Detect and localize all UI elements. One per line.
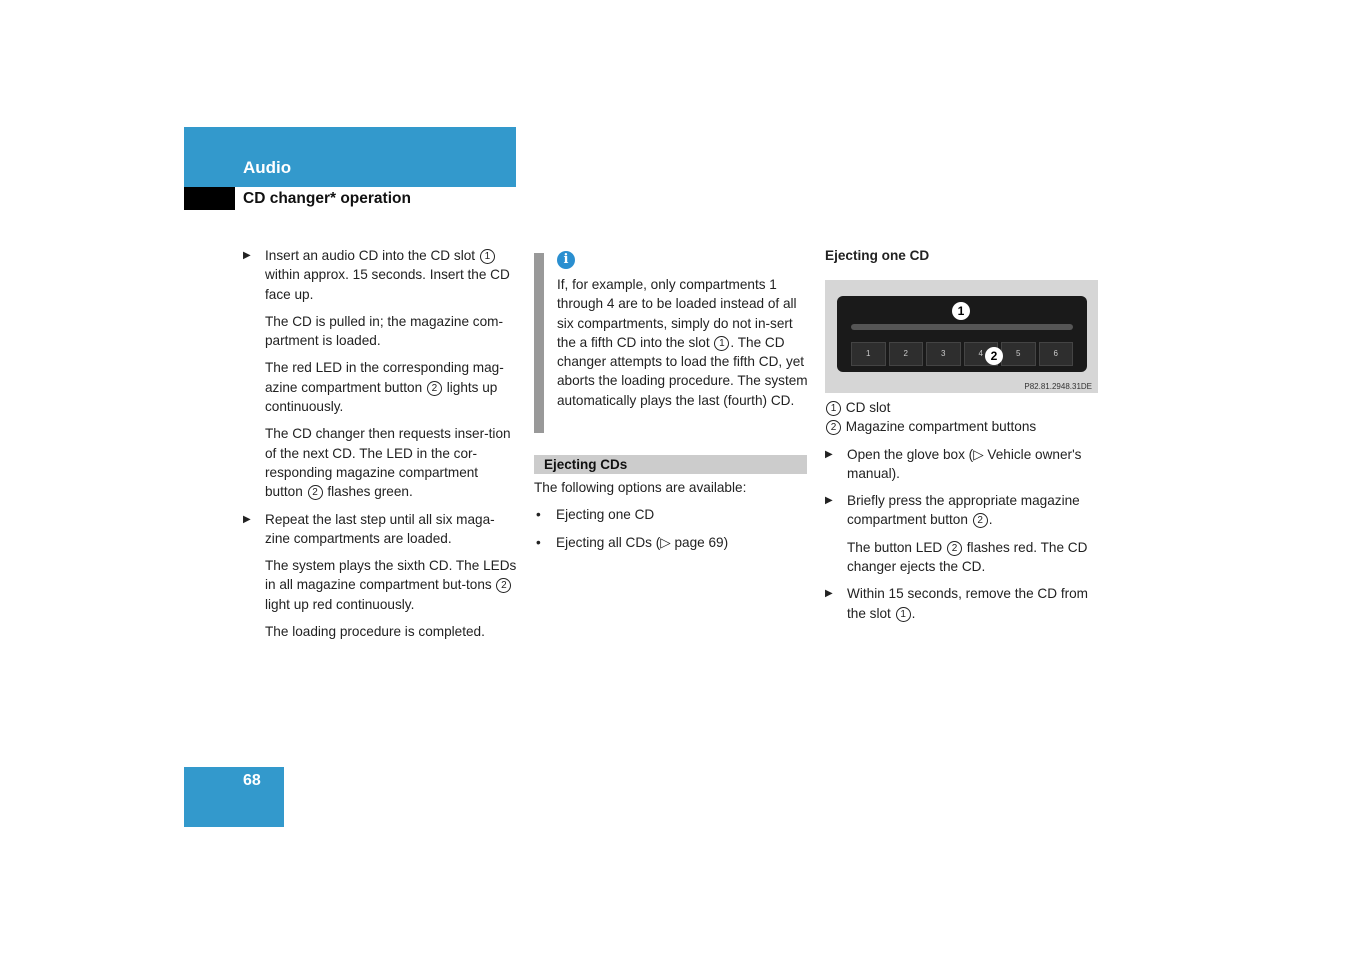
- page-title: Audio: [243, 158, 292, 177]
- cd-changer-figure: [825, 280, 1098, 393]
- arrow-icon: ▶: [243, 250, 251, 261]
- page-subtitle: CD changer* operation: [243, 190, 411, 207]
- callout-1-icon: 1: [826, 401, 841, 416]
- cd-slot: [851, 324, 1073, 330]
- legend-item: 2 Magazine compartment buttons: [825, 417, 1100, 436]
- figure-code: P82.81.2948.31DE: [1024, 382, 1092, 391]
- compartment-button: 1: [851, 342, 886, 366]
- list-item: • Ejecting one CD: [534, 505, 809, 524]
- callout-1-icon: 1: [896, 607, 911, 622]
- column-2: [534, 478, 809, 560]
- figure-callout-1: 1: [952, 302, 970, 320]
- column-3: [825, 398, 1100, 631]
- step-insert-cd: ▶ Insert an audio CD into the CD slot 1 within approx. 15 seconds. Insert the CD face up.: [243, 248, 510, 302]
- info-bar: [534, 253, 544, 433]
- compartment-buttons: [851, 342, 1073, 366]
- compartment-button: 5: [1001, 342, 1036, 366]
- compartment-button: 3: [926, 342, 961, 366]
- legend-item: 1 CD slot: [825, 398, 1100, 417]
- paragraph: The loading procedure is completed.: [265, 624, 485, 640]
- figure-callout-2: 2: [985, 347, 1003, 365]
- callout-2-icon: 2: [496, 578, 511, 593]
- sub-heading: Ejecting one CD: [825, 248, 930, 263]
- paragraph: The button LED 2 flashes red. The CD changer ejects the CD.: [847, 539, 1088, 575]
- arrow-icon: ▶: [243, 513, 251, 525]
- compartment-button: 2: [889, 342, 924, 366]
- compartment-button: 4: [964, 342, 999, 366]
- step-remove-cd: ▶ Within 15 seconds, remove the CD from the slot 1 .: [825, 586, 1089, 621]
- paragraph: The CD is pulled in; the magazine com-partment is loaded.: [265, 313, 503, 349]
- section-marker: [184, 187, 235, 210]
- callout-2-icon: 2: [308, 485, 323, 500]
- paragraph: The system plays the sixth CD. The LEDs in all magazine compartment but-tons 2 light up red continuously.: [265, 558, 517, 612]
- callout-1-icon: 1: [480, 249, 495, 264]
- paragraph: The red LED in the corresponding mag-azine compartment button 2 lights up continuously.: [265, 360, 504, 415]
- page-number-box: [184, 767, 284, 827]
- page-number: 68: [243, 772, 261, 789]
- step-repeat: ▶ Repeat the last step until all six maga-zine compartments are loaded.: [243, 511, 495, 546]
- bullet-icon: •: [536, 534, 541, 550]
- paragraph: The CD changer then requests inser-tion of the next CD. The LED in the cor-responding magazine compartment button 2 flashes green.: [265, 426, 511, 500]
- arrow-icon: ▶: [825, 448, 833, 460]
- info-note: If, for example, only compartments 1 through 4 are to be loaded instead of all six compartments, simply do not in-sert the a fifth CD into the slot 1 . The CD changer attempts to load the fifth CD, yet aborts the loading procedure. The system automatically plays the last (fourth) CD.: [557, 277, 808, 408]
- arrow-icon: ▶: [825, 588, 833, 600]
- callout-1-icon: 1: [714, 336, 729, 351]
- section-title: Ejecting CDs: [544, 457, 628, 472]
- paragraph: The following options are available:: [534, 480, 747, 495]
- callout-2-icon: 2: [973, 513, 988, 528]
- compartment-button: 6: [1039, 342, 1074, 366]
- column-1: [243, 246, 518, 649]
- callout-2-icon: 2: [947, 541, 962, 556]
- step-press-button: ▶ Briefly press the appropriate magazine compartment button 2 .: [825, 493, 1080, 528]
- info-icon: i: [557, 251, 575, 269]
- callout-2-icon: 2: [427, 381, 442, 396]
- header-bar: [184, 127, 516, 187]
- callout-2-icon: 2: [826, 420, 841, 435]
- arrow-icon: ▶: [825, 495, 833, 507]
- list-item: • Ejecting all CDs (▷ page 69): [534, 533, 809, 552]
- bullet-icon: •: [536, 507, 541, 523]
- step-open-glove-box: ▶ Open the glove box (▷ Vehicle owner's manual).: [825, 446, 1082, 481]
